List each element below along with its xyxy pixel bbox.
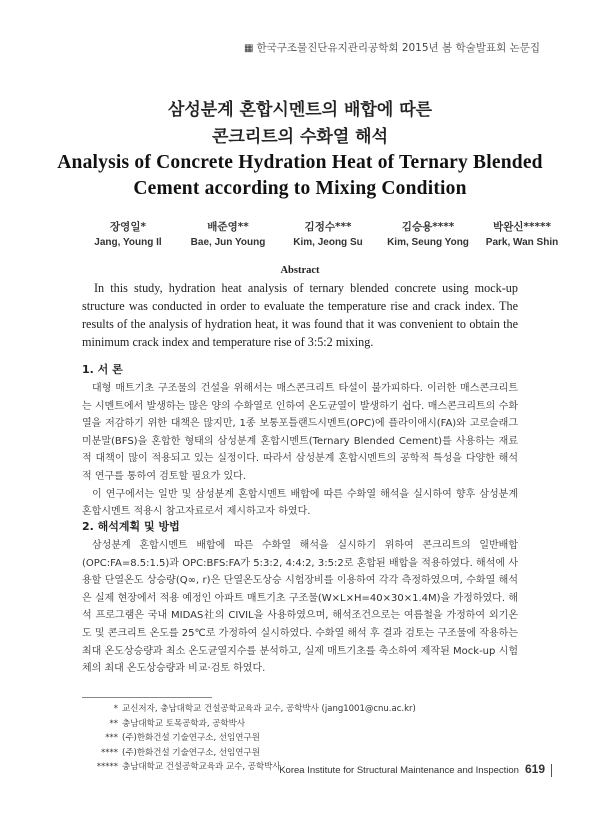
abstract-heading: Abstract — [280, 265, 320, 276]
author-1 — [78, 219, 178, 248]
footnote: * 교신저자, 충남대학교 건설공학교육과 교수, 공학박사 (jang1001@cnu.ac.kr) — [113, 704, 416, 714]
author-name-en: Kim, Seung Yong — [387, 237, 469, 248]
page-footer — [279, 762, 552, 777]
author-name-ko: 배준영** — [207, 221, 249, 233]
footnote: ** 충남대학교 토목공학과, 공학박사 — [109, 718, 246, 729]
footnote: *** (주)한화건설 기술연구소, 선임연구원 — [105, 733, 260, 744]
paragraph: 대형 매트기초 구조물의 건설을 위해서는 매스콘크리트 타설이 불가피하다. 이러한 매스콘크리트는 시멘트에서 발생하는 많은 양의 수화열로 인하여 온도균열이 발생하기 쉽다. 매스콘크리트의 수화열을 저감하기 위한 대책은 많지만, 1종 보통포틀랜드시멘트(OPC)에 플라이애시(FA)와 고로슬래그미분말(BFS)을 혼합한 형태의 삼성분계 혼합시멘트(Ternary Blended Cement)를 사용하는 재료적 대책이 많이 적용되고 있는 실정이다. 따라서 삼성분계 혼합시멘트의 공학적 특성을 다양한 해석적 연구를 통하여 검토할 필요가 있다. — [82, 383, 518, 482]
footnote: ***** 충남대학교 건설공학교육과 교수, 공학박사 — [96, 762, 281, 773]
author-3 — [278, 219, 378, 248]
author-name-ko: 김정수*** — [304, 221, 352, 233]
paragraph: 이 연구에서는 일반 및 삼성분계 혼합시멘트 배합에 따른 수화열 해석을 실시하여 향후 삼성분계 혼합시멘트 적용시 참고자료로서 제시하고자 하였다. — [82, 488, 518, 518]
footnote-divider — [82, 697, 212, 698]
author-name-en: Kim, Jeong Su — [293, 237, 363, 248]
author-2 — [178, 219, 278, 248]
footer-organization: Korea Institute for Structural Maintenance and Inspection — [279, 765, 519, 776]
author-4 — [378, 219, 478, 248]
author-name-en: Jang, Young Il — [94, 237, 162, 248]
section-1-heading: 1. 서 론 — [82, 363, 123, 376]
author-name-en: Park, Wan Shin — [485, 237, 559, 248]
grid-bullet-icon: ▦ — [244, 43, 254, 54]
journal-name: 한국구조물진단유지관리공학회 2015년 봄 학술발표회 논문집 — [256, 42, 540, 54]
section-2-body — [82, 537, 518, 678]
footnote: **** (주)한화건설 기술연구소, 선임연구원 — [101, 747, 260, 758]
abstract-text: In this study, hydration heat analysis of ternary blended concrete using mock-up structure was conducted in order to evaluate the temperature rise and crack index. The results of the analysis of hydration heat, it was found that it was convenient to obtain the minimum crack index and temperature rise of 3:5:2 mixing. — [82, 281, 518, 349]
section-1-body — [82, 380, 518, 521]
title-english-line2: Cement according to Mixing Condition — [133, 178, 467, 199]
author-name-ko: 박완신***** — [493, 221, 551, 233]
author-5 — [472, 219, 572, 248]
author-name-en: Bae, Jun Young — [190, 237, 266, 248]
title-english-line1: Analysis of Concrete Hydration Heat of Ternary Blended — [57, 152, 543, 173]
page-number: 619 — [524, 762, 545, 776]
paragraph: 삼성분계 혼합시멘트 배합에 따른 수화열 해석을 실시하기 위하여 콘크리트의 일반배합(OPC:FA=8.5:1.5)과 OPC:BFS:FA가 5:3:2, 4:4:2, 3:5:2로 혼합된 배합을 적용하였다. 해석에 사용할 단열온도 상승량(Q∞, r)은 단열온도상승 시험장비를 이용하여 각각 측정하였으며, 수화열 해석은 실제 현장에서 적용 예정인 아파트 매트기초 구조물(W×L×H=40×30×1.4M)을 가정하였다. 해석 프로그램은 국내 MIDAS社의 CIVIL을 사용하였으며, 해석조건으로는 여름철을 가정하여 외기온도 및 콘크리트 온도를 25℃로 가정하여 실시하였다. 수화열 해석 후 결과 검토는 구조물에 작용하는 최대 온도상승량과 최소 온도균열지수를 분석하고, 실제 매트기초를 축소하여 제작된 Mock-up 시험체의 최대 온도상승량과 비교·검토 하였다. — [82, 540, 518, 675]
footer-divider — [551, 764, 552, 777]
author-name-ko: 장영일* — [110, 221, 146, 233]
title-korean-line2: 콘크리트의 수화열 해석 — [211, 127, 389, 147]
section-2-heading: 2. 해석계획 및 방법 — [82, 520, 180, 533]
running-header — [244, 40, 540, 55]
title-korean-line1: 삼성분계 혼합시멘트의 배합에 따른 — [167, 100, 433, 120]
author-name-ko: 김승용**** — [401, 221, 455, 233]
